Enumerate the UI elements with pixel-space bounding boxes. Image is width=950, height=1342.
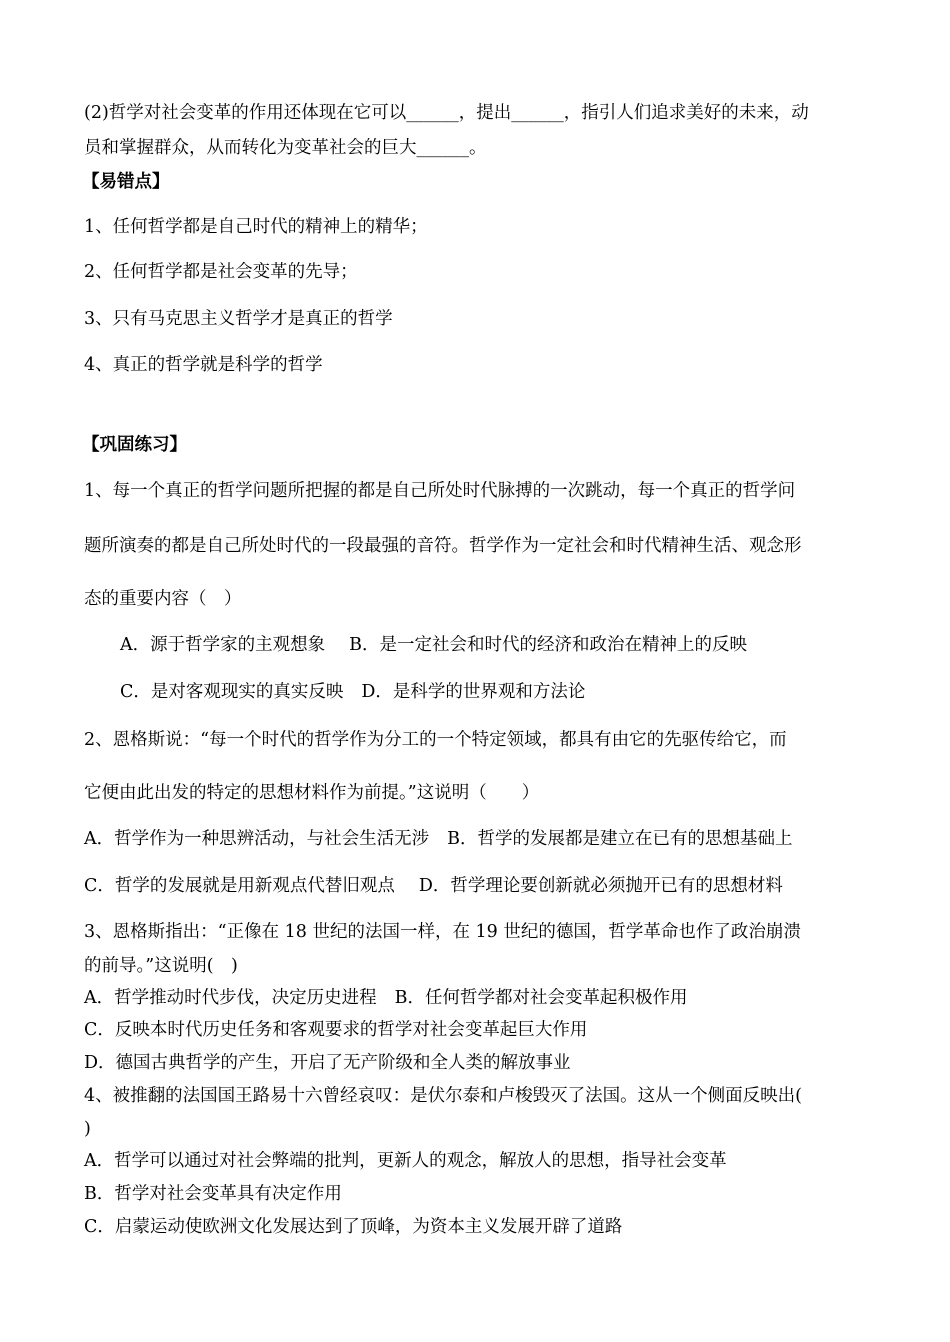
option-b: B．哲学的发展都是建立在已有的思想基础上 xyxy=(447,829,793,849)
pitfall-item: 4、真正的哲学就是科学的哲学 xyxy=(84,355,323,375)
question-3-options-ab xyxy=(84,986,688,1010)
option-a: A．哲学作为一种思辨活动，与社会生活无涉 xyxy=(84,829,430,849)
question-1-line: 题所演奏的都是自己所处时代的一段最强的音符。哲学作为一定社会和时代精神生活、观念形 xyxy=(84,536,802,556)
pitfall-item: 2、任何哲学都是社会变革的先导； xyxy=(84,262,358,282)
question-2-options-ab xyxy=(84,827,793,851)
question-3-option-d: D．德国古典哲学的产生，开启了无产阶级和全人类的解放事业 xyxy=(84,1053,571,1073)
question-4-option-b: B．哲学对社会变革具有决定作用 xyxy=(84,1184,342,1204)
part2-line-1: (2)哲学对社会变革的作用还体现在它可以______，提出______，指引人们追求美好的未来，动 xyxy=(84,103,809,123)
option-c: C．哲学的发展就是用新观点代替旧观点 xyxy=(84,876,395,896)
question-4-option-c: C．启蒙运动使欧洲文化发展达到了顶峰，为资本主义发展开辟了道路 xyxy=(84,1217,623,1237)
option-a: A．源于哲学家的主观想象 xyxy=(120,635,326,655)
question-4-option-a: A．哲学可以通过对社会弊端的批判，更新人的观念，解放人的思想，指导社会变革 xyxy=(84,1151,727,1171)
option-a: A．哲学推动时代步伐，决定历史进程 xyxy=(84,988,377,1008)
option-b: B．任何哲学都对社会变革起积极作用 xyxy=(394,988,688,1008)
pitfall-item: 1、任何哲学都是自己时代的精神上的精华； xyxy=(84,217,428,237)
question-3-line: 的前导。”这说明( ) xyxy=(84,956,238,976)
part2-line-2: 员和掌握群众，从而转化为变革社会的巨大______。 xyxy=(84,138,487,158)
question-2-line: 2、恩格斯说：“每一个时代的哲学作为分工的一个特定领域，都具有由它的先驱传给它，而 xyxy=(84,730,787,750)
question-1-line: 态的重要内容（ ） xyxy=(84,589,242,609)
option-d: D．是科学的世界观和方法论 xyxy=(361,682,586,702)
question-3-line: 3、恩格斯指出：“正像在 18 世纪的法国一样，在 19 世纪的德国，哲学革命也作了政治崩溃 xyxy=(84,922,801,942)
question-2-options-cd xyxy=(84,874,783,898)
practice-heading: 【巩固练习】 xyxy=(82,435,187,455)
question-2-line: 它便由此出发的特定的思想材料作为前提。”这说明（ ） xyxy=(84,783,540,803)
question-1-options-ab xyxy=(120,633,747,657)
question-4-line: ) xyxy=(84,1119,91,1139)
question-3-option-c: C．反映本时代历史任务和客观要求的哲学对社会变革起巨大作用 xyxy=(84,1020,588,1040)
option-b: B．是一定社会和时代的经济和政治在精神上的反映 xyxy=(349,635,747,655)
question-1-options-cd xyxy=(120,680,585,704)
option-c: C．是对客观现实的真实反映 xyxy=(120,682,344,702)
question-1-line: 1、每一个真正的哲学问题所把握的都是自己所处时代脉搏的一次跳动，每一个真正的哲学问 xyxy=(84,481,796,501)
question-4-line: 4、被推翻的法国国王路易十六曾经哀叹：是伏尔泰和卢梭毁灭了法国。这从一个侧面反映出( xyxy=(84,1086,802,1106)
pitfalls-heading: 【易错点】 xyxy=(82,172,170,192)
pitfall-item: 3、只有马克思主义哲学才是真正的哲学 xyxy=(84,309,393,329)
option-d: D．哲学理论要创新就必须抛开已有的思想材料 xyxy=(418,876,783,896)
